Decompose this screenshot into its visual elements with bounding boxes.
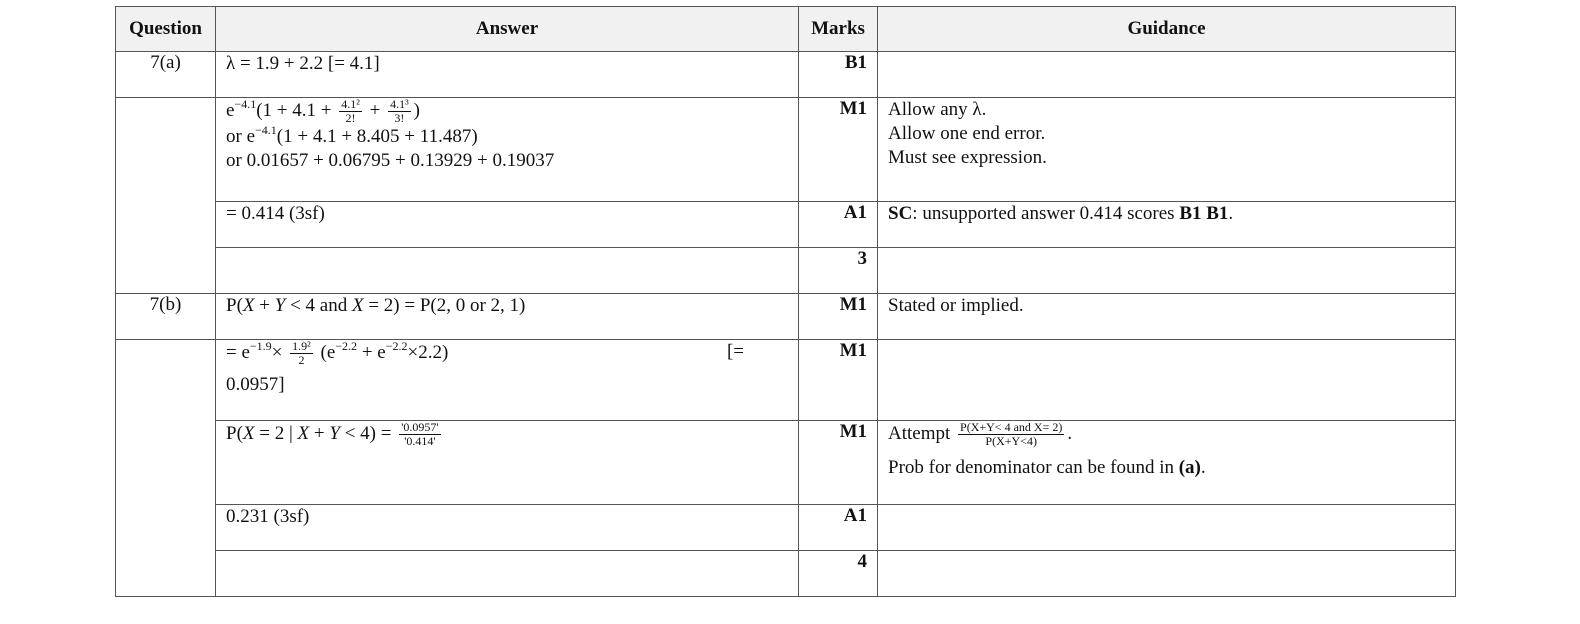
total-mark-cell: 3: [799, 248, 878, 294]
table-row: [116, 340, 1456, 421]
table-row: [116, 52, 1456, 98]
fraction: $\frac{\text{4.1³}}{3!}$: [390, 97, 409, 125]
table-row: [116, 294, 1456, 340]
question-spacer: [116, 340, 216, 421]
mark-cell: M1: [799, 421, 878, 505]
question-label: 7(b): [116, 294, 216, 340]
header-guidance: Guidance: [878, 7, 1456, 52]
table-row: [116, 421, 1456, 505]
answer-cell: 0.231 (3sf): [216, 505, 799, 551]
guidance-line: Allow any λ.: [888, 99, 987, 120]
mark-cell: B1: [799, 52, 878, 98]
guidance-cell: [878, 52, 1456, 98]
table-row: [116, 202, 1456, 248]
mark-cell: A1: [799, 505, 878, 551]
table-row: [116, 248, 1456, 294]
answer-cell: [216, 340, 799, 421]
answer-cell: λ = 1.9 + 2.2 [= 4.1]: [216, 52, 799, 98]
question-spacer: [116, 202, 216, 248]
header-marks: Marks: [799, 7, 878, 52]
table-row: [116, 551, 1456, 597]
answer-cell: [216, 98, 799, 202]
guidance-cell: [878, 98, 1456, 202]
fraction: $\frac{\text{P(X+Y< 4 and X= 2)}}{P(X+Y<4)}$: [960, 420, 1063, 448]
guidance-cell: [878, 505, 1456, 551]
mark-cell: A1: [799, 202, 878, 248]
mark-cell: M1: [799, 98, 878, 202]
answer-cell: [216, 248, 799, 294]
guidance-cell: [878, 421, 1456, 505]
header-question: Question: [116, 7, 216, 52]
fraction: $\frac{\text{4.1²}}{2!}$: [341, 97, 360, 125]
answer-line: $e^{-4.1}(1 + 4.1$ + $\frac{\text{4.1²}}{2!}$ + $\frac{\text{4.1³}}{3!}$ ): [226, 96, 420, 125]
answer-line: or $e^{-4.1}(1 + 4.1 + 8.405 + 11.487)$: [226, 123, 478, 147]
header-row: [116, 7, 1456, 52]
question-spacer: [116, 98, 216, 202]
guidance-line: Prob for denominator can be found in (a).: [888, 457, 1206, 478]
answer-cell: P(X + Y < 4 and X = 2) = P(2, 0 or 2, 1): [216, 294, 799, 340]
answer-line: = $e^{-1.9}\times$ $\frac{\text{1.9²}}{2}$ $(e^{-2.2} + e^{-2.2}\times 2.2)$ [=: [226, 338, 744, 367]
question-spacer: [116, 421, 216, 505]
table-row: [116, 98, 1456, 202]
answer-cell: P(X = 2 | X + Y < 4) = $\frac{'0.0957'}{'0.414'}$: [216, 421, 799, 505]
header-answer: Answer: [216, 7, 799, 52]
question-label: 7(a): [116, 52, 216, 98]
table-row: [116, 505, 1456, 551]
answer-cell: [216, 551, 799, 597]
guidance-cell: SC: unsupported answer 0.414 scores B1 B1.: [878, 202, 1456, 248]
fraction: $\frac{\text{1.9²}}{2}$: [292, 339, 311, 367]
guidance-cell: [878, 248, 1456, 294]
fraction: $\frac{'0.0957'}{'0.414'}$: [401, 420, 439, 448]
question-spacer: [116, 248, 216, 294]
question-spacer: [116, 505, 216, 551]
bracket-text: [=: [726, 341, 744, 362]
mark-cell: M1: [799, 340, 878, 421]
mark-cell: M1: [799, 294, 878, 340]
guidance-line: Allow one end error.: [888, 123, 1046, 144]
guidance-cell: [878, 340, 1456, 421]
guidance-line: Must see expression.: [888, 147, 1047, 168]
answer-line: 0.0957]: [226, 374, 285, 395]
guidance-cell: [878, 551, 1456, 597]
mark-scheme-table: [115, 6, 1456, 597]
answer-cell: = 0.414 (3sf): [216, 202, 799, 248]
total-mark-cell: 4: [799, 551, 878, 597]
guidance-line: Attempt $\frac{\text{P(X+Y< 4 and X= 2)}}{P(X+Y<4)}$ .: [888, 420, 1073, 448]
answer-line: or 0.01657 + 0.06795 + 0.13929 + 0.19037: [226, 150, 555, 171]
guidance-cell: Stated or implied.: [878, 294, 1456, 340]
question-spacer: [116, 551, 216, 597]
